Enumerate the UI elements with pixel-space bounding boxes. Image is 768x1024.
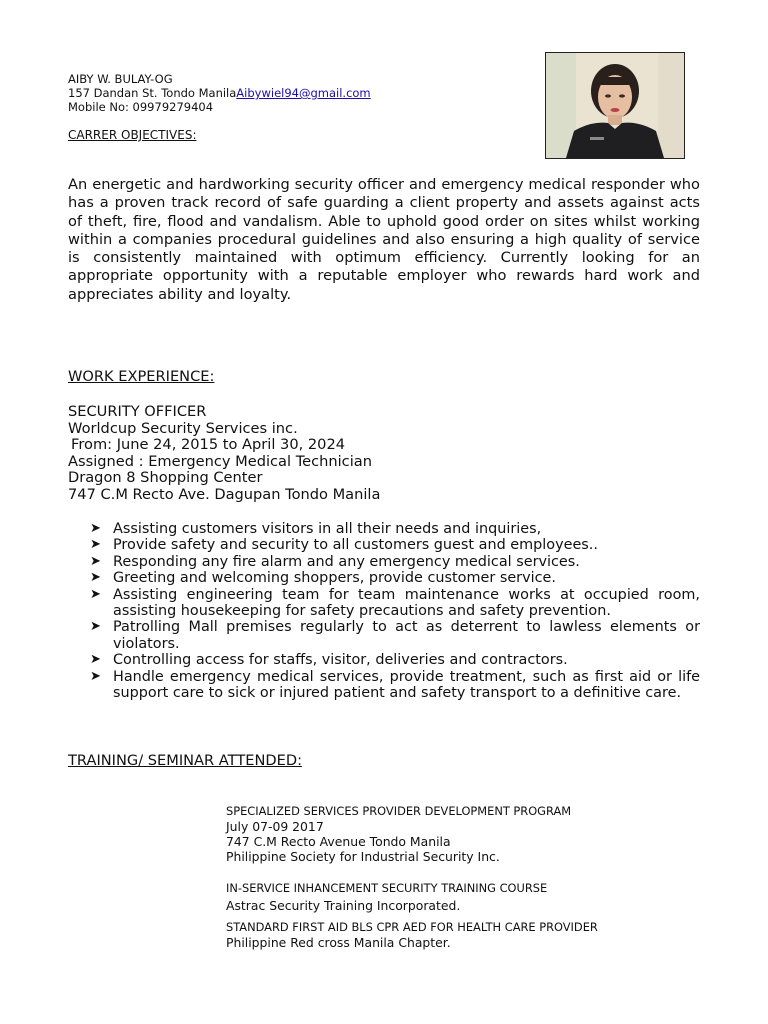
list-item: ➤ Handle emergency medical services, provide treatment, such as first aid or life support care to sick or injured patient and safety transport to a definitive care. bbox=[90, 668, 700, 702]
list-item: ➤ Assisting engineering team for team maintenance works at occupied room, assisting housekeeping for safety precautions and safety prevention. bbox=[90, 586, 700, 620]
arrowhead-bullet-icon: ➤ bbox=[90, 570, 101, 586]
training-entry-1 bbox=[226, 804, 571, 864]
work-experience-heading: WORK EXPERIENCE: bbox=[68, 368, 215, 385]
contact-line bbox=[68, 86, 371, 100]
arrowhead-bullet-icon: ➤ bbox=[90, 537, 101, 553]
list-item: ➤ Greeting and welcoming shoppers, provide customer service. bbox=[90, 570, 556, 587]
work-site: Dragon 8 Shopping Center bbox=[68, 469, 263, 487]
company-name: Worldcup Security Services inc. bbox=[68, 419, 298, 437]
arrowhead-bullet-icon: ➤ bbox=[90, 652, 101, 668]
list-item: ➤ Patrolling Mall premises regularly to act as deterrent to lawless elements or violators. bbox=[90, 619, 700, 652]
email-link[interactable]: Aibywiel94@gmail.com bbox=[236, 86, 371, 100]
arrowhead-bullet-icon: ➤ bbox=[90, 553, 101, 569]
mobile-number: Mobile No: 09979279404 bbox=[68, 100, 214, 114]
training-title: SPECIALIZED SERVICES PROVIDER DEVELOPMENT PROGRAM bbox=[226, 804, 572, 818]
applicant-photo bbox=[545, 52, 685, 159]
duties-list bbox=[90, 521, 700, 701]
applicant-name: AIBY W. BULAY-OG bbox=[68, 72, 173, 86]
training-entry-2 bbox=[226, 881, 547, 913]
training-title: STANDARD FIRST AID BLS CPR AED FOR HEALTH CARE PROVIDER bbox=[226, 920, 598, 934]
objective-heading: CARRER OBJECTIVES: bbox=[68, 128, 197, 142]
objective-text: An energetic and hardworking security officer and emergency medical responder who has a proven track record of safe guarding a client property and assets against acts of theft, fire, flood and vandalism. Able to uphold good order on sites whilst working within a companies procedural guidelines and also ensuring a high quality of service is consistently maintained with optimum efficiency. Currently looking for an appropriate opportunity with a reputable employer who rewards hard work and appreciates ability and loyalty. bbox=[68, 176, 700, 303]
assignment: Assigned : Emergency Medical Technician bbox=[68, 452, 372, 470]
training-title: IN-SERVICE INHANCEMENT SECURITY TRAINING COURSE bbox=[226, 881, 548, 895]
training-organization: Philippine Society for Industrial Security Inc. bbox=[226, 849, 500, 864]
address: 157 Dandan St. Tondo Manila bbox=[68, 86, 237, 100]
contact-header bbox=[68, 72, 371, 114]
work-location: 747 C.M Recto Ave. Dagupan Tondo Manila bbox=[68, 485, 381, 503]
arrowhead-bullet-icon: ➤ bbox=[90, 668, 101, 684]
arrowhead-bullet-icon: ➤ bbox=[90, 619, 101, 635]
arrowhead-bullet-icon: ➤ bbox=[90, 521, 101, 536]
training-organization: Philippine Red cross Manila Chapter. bbox=[226, 935, 451, 950]
employment-dates: From: June 24, 2015 to April 30, 2024 bbox=[71, 436, 346, 454]
job-title: SECURITY OFFICER bbox=[68, 403, 207, 420]
training-entry-3 bbox=[226, 920, 598, 950]
training-date: July 07-09 2017 bbox=[226, 819, 324, 834]
list-item: ➤ Responding any fire alarm and any emergency medical services. bbox=[90, 553, 580, 570]
training-heading: TRAINING/ SEMINAR ATTENDED: bbox=[68, 752, 302, 769]
job-details bbox=[68, 404, 380, 504]
training-venue: 747 C.M Recto Avenue Tondo Manila bbox=[226, 834, 451, 849]
training-organization: Astrac Security Training Incorporated. bbox=[226, 898, 461, 913]
list-item: ➤ Provide safety and security to all customers guest and employees.. bbox=[90, 537, 598, 554]
list-item: ➤ Controlling access for staffs, visitor, deliveries and contractors. bbox=[90, 652, 568, 669]
arrowhead-bullet-icon: ➤ bbox=[90, 586, 101, 602]
list-item: ➤ Assisting customers visitors in all their needs and inquiries, bbox=[90, 521, 542, 537]
